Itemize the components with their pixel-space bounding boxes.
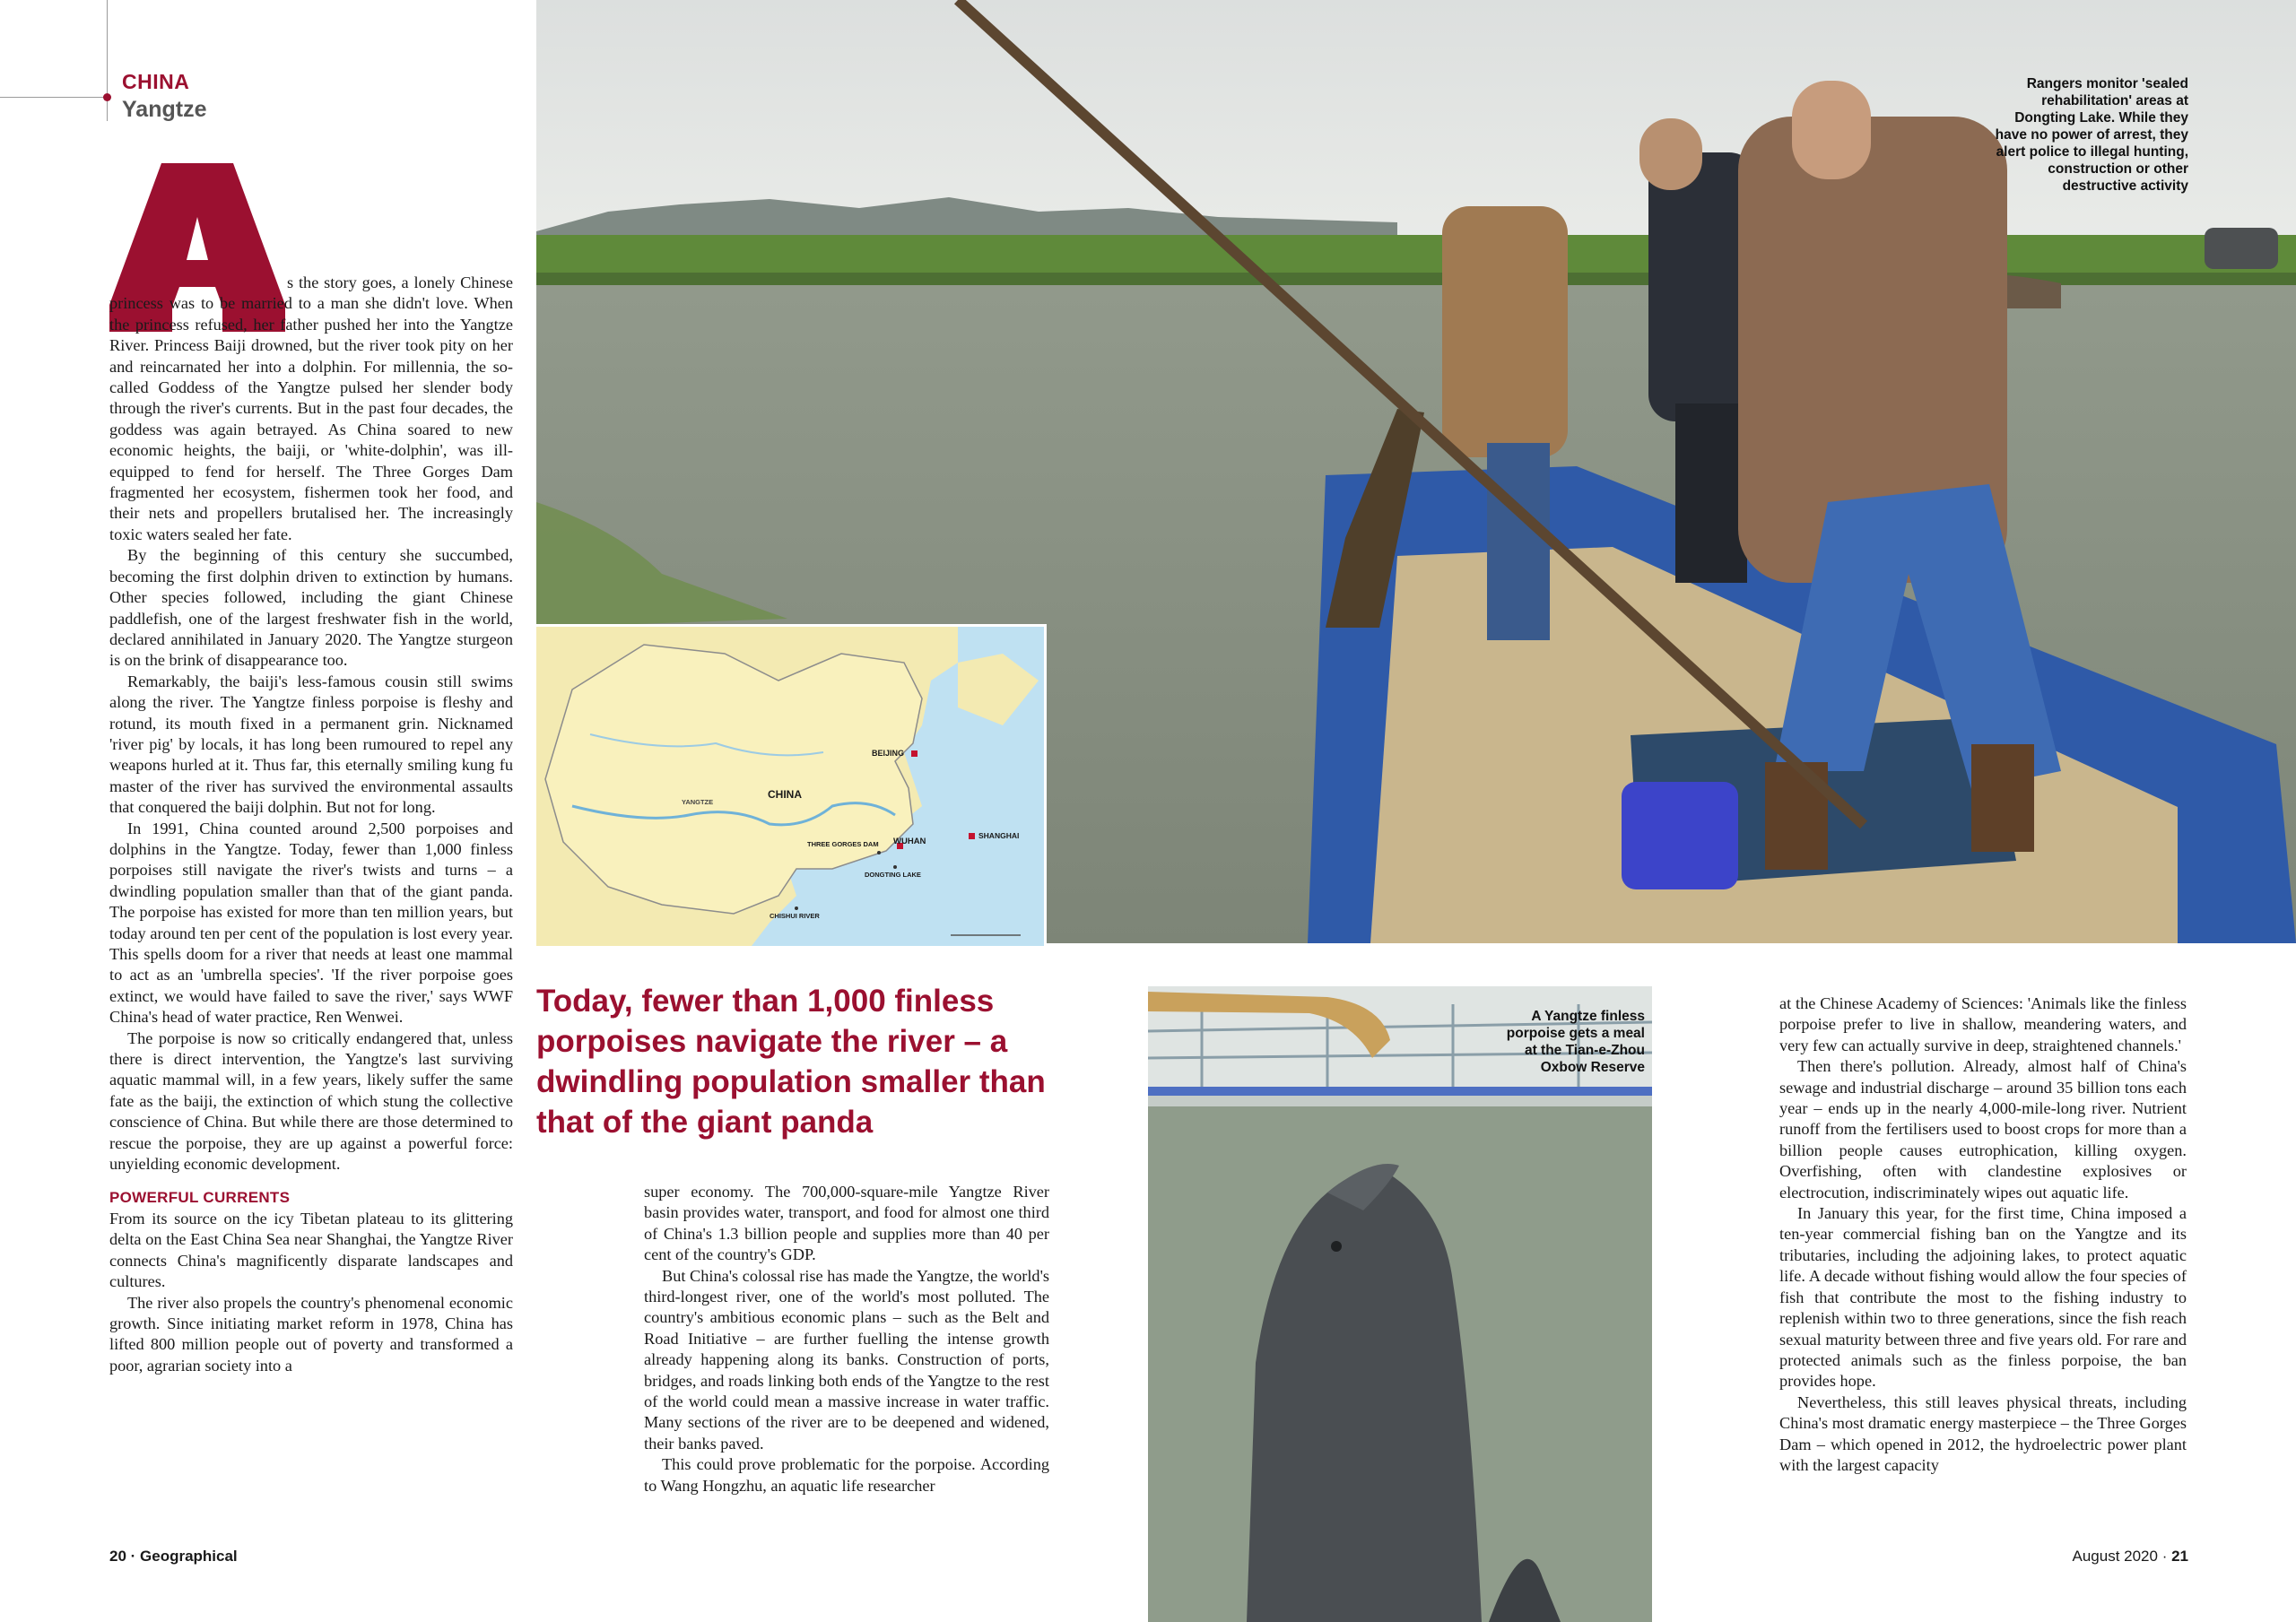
paragraph: at the Chinese Academy of Sciences: 'Animals like the finless porpoise prefer to live in shallow, meandering waters, and very few can actually survive in deep, straightened channels.' — [1779, 994, 2187, 1054]
map-label-dongting-lake: DONGTING LAKE — [865, 871, 921, 879]
section-kicker: CHINA — [122, 70, 190, 93]
paragraph: Then there's pollution. Already, almost half of China's sewage and industrial discharge – around 35 billion tons each year – ends up in the nearly 4,000-mile-long river. Nutrient runoff from the fertilisers used to boost crops for more than a billion people causes eutrophication, killing oxygen. Overfishing, often with clandestine explosives or electrocution, indiscriminately wipes out aquatic life. — [1779, 1057, 2187, 1201]
map-label-wuhan: WUHAN — [893, 837, 926, 846]
folio-left: 20 · Geographical — [109, 1548, 238, 1565]
subhead-powerful-currents: POWERFUL CURRENTS — [109, 1189, 291, 1207]
map-label-china: CHINA — [768, 788, 802, 801]
map-label-yangtze: YANGTZE — [682, 798, 714, 806]
header-rule-vertical — [107, 0, 108, 121]
map-marker-chishui — [795, 906, 798, 910]
paragraph: By the beginning of this century she succumbed, becoming the first dolphin driven to extinction by humans. Other species followed, including the giant Chinese paddlefish, one of the largest freshwater fish in the world, declared annihilated in January 2020. The Yangtze sturgeon is on the brink of disappearance too. — [109, 546, 513, 670]
header-rule-horizontal — [0, 97, 109, 98]
paragraph: But China's colossal rise has made the Yangtze, the world's third-longest river, one of the world's most polluted. The country's ambitious economic plans – such as the Belt and Road Initiative – are further fuelling the intense growth already happening along its banks. Construction of ports, bridges, and roads linking both ends of the Yangtze to the rest of the world could mean a massive increase in water traffic. Many sections of the river are to be deepened and widened, their banks paved. — [644, 1266, 1049, 1453]
china-map — [536, 624, 1047, 946]
header-dot — [103, 93, 111, 101]
map-marker-shanghai — [969, 833, 975, 839]
paragraph: From its source on the icy Tibetan plateau to its glittering delta on the East China Sea near Shanghai, the Yangtze River connects China's magnificently disparate landscapes and cultures. — [109, 1209, 513, 1291]
right-column — [1779, 993, 2187, 1476]
map-marker-dongting — [893, 865, 897, 869]
left-column — [109, 273, 513, 1376]
caption-porpoise: A Yangtze finless porpoise gets a meal at the Tian-e-Zhou Oxbow Reserve — [1506, 1009, 1645, 1075]
map-marker-beijing — [911, 750, 918, 757]
folio-right-text: August 2020 · — [2072, 1548, 2172, 1565]
paragraph: This could prove problematic for the porpoise. According to Wang Hongzhu, an aquatic life researcher — [644, 1455, 1049, 1495]
paragraph: Remarkably, the baiji's less-famous cousin still swims along the river. The Yangtze finless porpoise is fleshy and rotund, its mouth fixed in a permanent grin. Nicknamed 'river pig' by locals, it has long been rumoured to repel any weapons hurled at it. Thus far, this eternally smiling kung fu master of the river has survived the environmental assaults that conquered the baiji dolphin. But not for long. — [109, 672, 513, 817]
caption-rangers: Rangers monitor 'sealed rehabilitation' areas at Dongting Lake. While they have no power of arrest, they alert police to illegal hunting, construction or other destructive activity — [1995, 76, 2188, 194]
map-label-beijing: BEIJING — [872, 749, 905, 758]
paragraph: In January this year, for the first time, China imposed a ten-year commercial fishing ban on the Yangtze and its tributaries, including the adjoining lakes, to protect aquatic life. A decade without fishing would allow the four species of fish that contribute the most to the fishing industry to replenish within two to three generations, since the fish reach sexual maturity between three and five years old. For rare and protected animals such as the finless porpoise, the ban provides hope. — [1779, 1204, 2187, 1391]
paragraph: super economy. The 700,000-square-mile Yangtze River basin provides water, transport, and food for almost one third of China's 1.3 billion people and supplies more than 40 per cent of the country's GDP. — [644, 1183, 1049, 1264]
pull-quote: Today, fewer than 1,000 finless porpoises navigate the river – a dwindling population smaller than that of the giant panda — [536, 984, 1046, 1140]
middle-column — [644, 1182, 1049, 1496]
folio-right — [2063, 1548, 2188, 1566]
porpoise-photo — [1148, 986, 1652, 1622]
section-subkicker: Yangtze — [122, 97, 207, 122]
paragraph: Nevertheless, this still leaves physical threats, including China's most dramatic energy masterpiece – the Three Gorges Dam – which opened in 2012, the hydroelectric power plant with the largest capacity — [1779, 1392, 2187, 1474]
paragraph: s the story goes, a lonely Chinese princess was to be married to a man she didn't love. When the princess refused, her father pushed her into the Yangtze River. Princess Baiji drowned, but the river took pity on her and reincarnated her into a dolphin. For millennia, the so-called Goddess of the Yangtze pulsed her slender body through the river's currents. But in the past four decades, the goddess was again betrayed. As China soared to new economic heights, the baiji, or 'white-dolphin', was ill-equipped to fend for herself. The Three Gorges Dam fragmented her ecosystem, fishermen took her food, and their nets and propellers brutalised her. The increasingly toxic waters sealed her fate. — [109, 273, 513, 543]
paragraph: The porpoise is now so critically endangered that, unless there is direct intervention, the Yangtze's last surviving aquatic mammal will, in a few years, likely suffer the same fate as the baiji, the extinction of which stung the collective conscience of China. But while there are those determined to rescue the porpoise, they are up against a powerful force: unyielding economic development. — [109, 1028, 513, 1174]
paragraph: In 1991, China counted around 2,500 porpoises and dolphins in the Yangtze. Today, fewer than 1,000 finless porpoises still navigate the river's twists and turns – a dwindling population smaller than that of the giant panda. The porpoise has existed for more than ten million years, but today around ten per cent of the population is lost every year. This spells doom for a river that needs at least one mammal to act as an 'umbrella species'. 'If the river porpoise goes extinct, we would have failed to save the river,' says WWF China's head of water practice, Ren Wenwei. — [109, 819, 513, 1027]
map-label-shanghai: SHANGHAI — [978, 831, 1020, 840]
map-label-chishui-river: CHISHUI RIVER — [770, 912, 820, 920]
paragraph: The river also propels the country's phenomenal economic growth. Since initiating market reform in 1978, China has lifted 800 million people out of poverty and transformed a poor, agrarian society into a — [109, 1293, 513, 1375]
map-label-three-gorges-dam: THREE GORGES DAM — [807, 840, 879, 848]
map-marker-three-gorges — [877, 851, 881, 854]
folio-right-page: 21 — [2171, 1548, 2188, 1565]
